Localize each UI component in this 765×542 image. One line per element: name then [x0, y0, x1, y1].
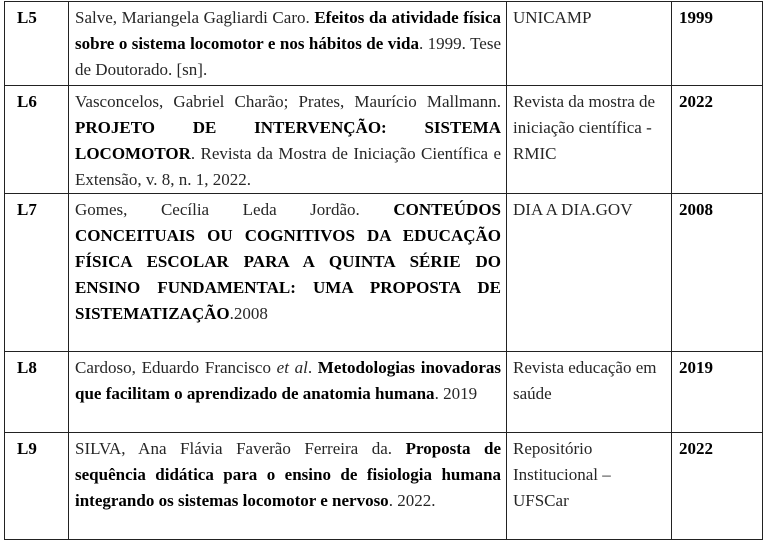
year-cell: 1999	[672, 2, 763, 86]
year-cell: 2008	[672, 194, 763, 352]
reference-authors: Vasconcelos, Gabriel Charão; Prates, Maurício Mallmann.	[75, 92, 501, 111]
row-id: L6	[5, 86, 69, 194]
reference-cell	[69, 433, 507, 540]
source-cell: Revista da mostra de iniciação científica - RMIC	[507, 86, 672, 194]
reference-cell	[69, 352, 507, 433]
source-cell: Repositório Institucional – UFSCar	[507, 433, 672, 540]
reference-title: CONTEÚDOS CONCEITUAIS OU COGNITIVOS DA EDUCAÇÃO FÍSICA ESCOLAR PARA A QUINTA SÉRIE DO ENSINO FUNDAMENTAL: UMA PROPOSTA DE SISTEMATIZAÇÃO	[75, 200, 502, 323]
table-row	[5, 2, 763, 86]
source-cell: UNICAMP	[507, 2, 672, 86]
reference-title: PROJETO DE INTERVENÇÃO: SISTEMA LOCOMOTOR	[75, 118, 501, 163]
reference-details: .2008	[229, 304, 268, 323]
references-table	[4, 1, 763, 540]
reference-authors: SILVA, Ana Flávia Faverão Ferreira da.	[75, 439, 393, 458]
source-cell: DIA A DIA.GOV	[507, 194, 672, 352]
row-id: L8	[5, 352, 69, 433]
table-row	[5, 86, 763, 194]
reference-title: Efeitos da atividade física sobre o sistema locomotor e nos hábitos de vida	[75, 8, 501, 53]
reference-details: . 2022.	[388, 491, 436, 510]
table-row	[5, 352, 763, 433]
table-row	[5, 194, 763, 352]
row-id: L9	[5, 433, 69, 540]
row-id: L7	[5, 194, 69, 352]
reference-etal-period: .	[307, 358, 313, 377]
year-cell: 2022	[672, 433, 763, 540]
reference-cell	[69, 86, 507, 194]
reference-details: . 1999. Tese de Doutorado. [sn].	[75, 34, 501, 79]
year-cell: 2019	[672, 352, 763, 433]
reference-authors: Salve, Mariangela Gagliardi Caro.	[75, 8, 310, 27]
row-id: L5	[5, 2, 69, 86]
reference-etal: et al	[276, 358, 308, 377]
reference-details: . 2019	[434, 384, 478, 403]
table-row	[5, 433, 763, 540]
reference-authors: Gomes, Cecília Leda Jordão.	[75, 200, 360, 219]
reference-cell	[69, 194, 507, 352]
reference-cell	[69, 2, 507, 86]
source-cell: Revista educação em saúde	[507, 352, 672, 433]
reference-authors: Cardoso, Eduardo Francisco	[75, 358, 271, 377]
year-cell: 2022	[672, 86, 763, 194]
reference-details: . Revista da Mostra de Iniciação Científica e Extensão, v. 8, n. 1, 2022.	[75, 144, 501, 189]
reference-title: Proposta de sequência didática para o ensino de fisiologia humana integrando os sistemas locomotor e nervoso	[75, 439, 501, 510]
reference-title: Metodologias inovadoras que facilitam o aprendizado de anatomia humana	[75, 358, 502, 403]
